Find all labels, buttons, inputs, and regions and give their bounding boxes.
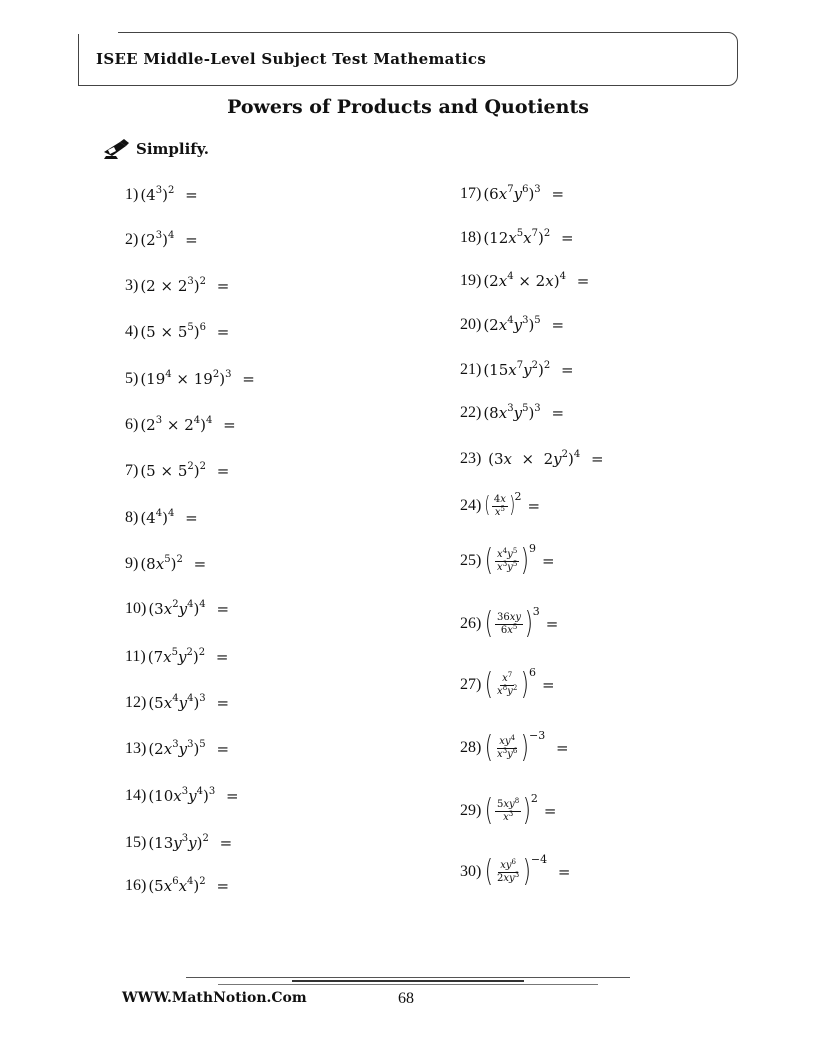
problem-expression: $(3x^2y^4)^4$ = (148, 599, 230, 618)
problem-number: 24) (460, 497, 482, 514)
problem-expression: $(8x^3y^5)^3$ = (483, 403, 565, 422)
problem-expression: ( $\frac{x^7}{x^8y^2}$ ) 6 = (485, 666, 555, 702)
problem-expression: $(2^3 \times 2^4)^4$ = (140, 415, 236, 434)
problem-14 (125, 787, 239, 805)
problem-number: 1) (125, 186, 139, 203)
problem-expression: ( $\frac{xy^4}{x^3y^6}$ ) −3 = (485, 729, 569, 765)
problem-expression: ( $\frac{4x}{x^5}$ ) 2 = (484, 490, 541, 518)
problem-number: 21) (460, 361, 482, 378)
problem-number: 18) (460, 229, 482, 246)
problem-expression: $(4^4)^4$ = (140, 508, 198, 527)
problem-number: 20) (460, 316, 482, 333)
problem-7 (125, 462, 229, 480)
problem-8 (125, 509, 198, 527)
problem-9 (125, 555, 206, 573)
problem-number: 13) (125, 740, 147, 757)
problem-number: 29) (460, 802, 482, 819)
problem-4 (125, 323, 229, 341)
footer-divider (292, 980, 524, 982)
problem-24 (460, 490, 541, 518)
problem-21 (460, 361, 574, 379)
problem-10 (125, 600, 229, 618)
footer-divider (218, 984, 598, 985)
problem-number: 16) (125, 877, 147, 894)
problem-expression: $(5 \times 5^2)^2$ = (140, 461, 230, 480)
problem-expression: $(6x^7y^6)^3$ = (483, 184, 565, 203)
footer-site: WWW.MathNotion.Com (122, 990, 307, 1006)
problem-30 (460, 853, 571, 889)
problem-expression: $(12x^5x^7)^2$ = (483, 228, 574, 247)
problem-29 (460, 792, 557, 828)
problem-number: 7) (125, 462, 139, 479)
problem-expression: $(10x^3y^4)^3$ = (148, 786, 239, 805)
problem-number: 15) (125, 834, 147, 851)
problem-expression: $(7x^5y^2)^2$ = (147, 647, 229, 666)
problem-expression: $(15x^7y^2)^2$ = (483, 360, 574, 379)
instruction (102, 138, 209, 160)
problem-6 (125, 416, 236, 434)
problem-11 (125, 648, 228, 666)
problem-number: 23) (460, 450, 482, 467)
problem-expression: $(2x^4 \times 2x)^4$ = (483, 271, 590, 290)
problem-number: 27) (460, 676, 482, 693)
problem-expression: $(2^3)^4$ = (140, 230, 198, 249)
problem-25 (460, 542, 555, 578)
problem-number: 9) (125, 555, 139, 572)
problem-number: 14) (125, 787, 147, 804)
problem-20 (460, 316, 564, 334)
problem-18 (460, 229, 574, 247)
problem-number: 22) (460, 404, 482, 421)
problem-23 (460, 450, 604, 468)
problem-2 (125, 231, 198, 249)
problem-number: 5) (125, 370, 139, 387)
footer-divider (186, 977, 630, 978)
problem-number: 10) (125, 600, 147, 617)
problem-number: 2) (125, 231, 139, 248)
problem-number: 28) (460, 739, 482, 756)
problem-5 (125, 370, 255, 388)
problem-22 (460, 404, 564, 422)
problem-expression: $(5 \times 5^5)^6$ = (140, 322, 230, 341)
problem-number: 4) (125, 323, 139, 340)
problem-expression: $(8x^5)^2$ = (140, 554, 207, 573)
problem-number: 26) (460, 615, 482, 632)
problem-number: 12) (125, 694, 147, 711)
problem-number: 17) (460, 185, 482, 202)
problem-13 (125, 740, 229, 758)
problem-expression: $(13y^3y)^2$ = (148, 833, 233, 852)
problem-number: 25) (460, 552, 482, 569)
problem-expression: $(5x^6x^4)^2$ = (148, 876, 230, 895)
problem-15 (125, 834, 232, 852)
problem-expression: $(5x^4y^4)^3$ = (148, 693, 230, 712)
problem-28 (460, 729, 569, 765)
page-title: Powers of Products and Quotients (227, 96, 589, 118)
problem-19 (460, 272, 589, 290)
problem-12 (125, 694, 229, 712)
page-number: 68 (398, 990, 414, 1007)
pencil-hand-icon (102, 138, 132, 160)
problem-number: 11) (125, 648, 146, 665)
problem-number: 30) (460, 863, 482, 880)
problem-expression: ( $\frac{x^4y^5}{x^3y^5}$ ) 9 = (485, 542, 555, 578)
problem-17 (460, 185, 564, 203)
problem-16 (125, 877, 229, 895)
problem-expression: $(4^3)^2$ = (140, 185, 198, 204)
problem-expression: $(19^4 \times 19^2)^3$ = (140, 369, 255, 388)
problem-number: 8) (125, 509, 139, 526)
problem-expression: $(3x \times 2y^2)^4$ = (483, 449, 604, 468)
problem-expression: ( $\frac{36xy}{6x^5}$ ) 3 = (485, 605, 559, 641)
problem-number: 3) (125, 277, 139, 294)
problem-expression: ( $\frac{5xy^8}{x^3}$ ) 2 = (485, 792, 557, 828)
header-title: ISEE Middle-Level Subject Test Mathematics (96, 50, 487, 68)
problem-expression: $(2 \times 2^3)^2$ = (140, 276, 230, 295)
problem-expression: ( $\frac{xy^6}{2xy^3}$ ) −4 = (485, 853, 571, 889)
instruction-text: Simplify. (136, 140, 209, 158)
problem-number: 6) (125, 416, 139, 433)
problem-26 (460, 605, 559, 641)
problem-expression: $(2x^3y^3)^5$ = (148, 739, 230, 758)
problem-27 (460, 666, 555, 702)
problem-3 (125, 277, 229, 295)
problem-number: 19) (460, 272, 482, 289)
problem-1 (125, 186, 198, 204)
problem-expression: $(2x^4y^3)^5$ = (483, 315, 565, 334)
